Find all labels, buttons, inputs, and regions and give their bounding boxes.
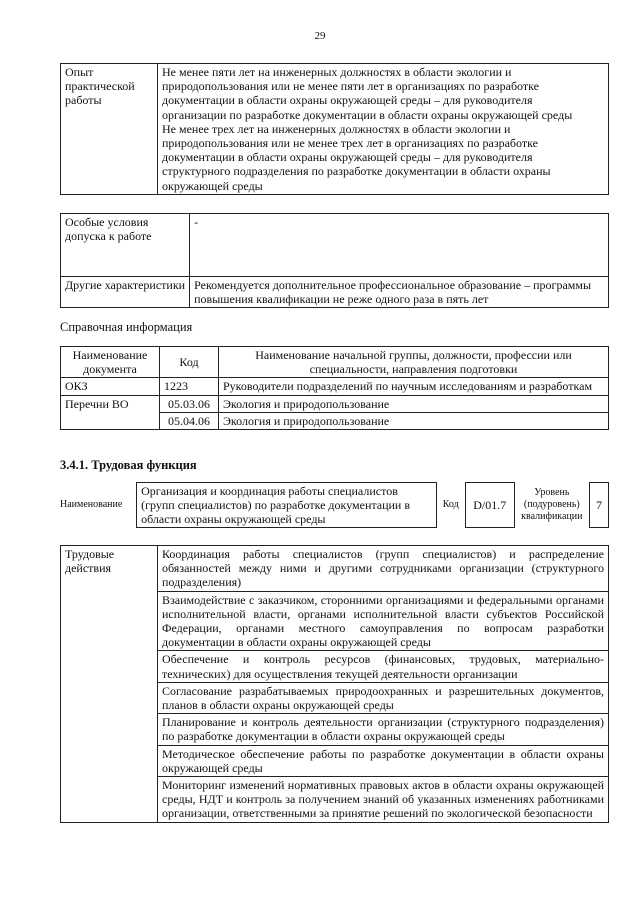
actions-label: Трудовые действия (61, 546, 158, 823)
other-characteristics-value: Рекомендуется дополнительное профессиональное образование – программы повышения квалификации не реже одного раза в пять лет (190, 277, 609, 308)
reference-table (60, 346, 609, 430)
ref-code-cell: 05.03.06 (160, 395, 219, 412)
experience-line: природопользования или не менее трех лет в организациях по разработке (162, 136, 538, 151)
actions-table (60, 545, 609, 823)
function-code-value: D/01.7 (465, 483, 514, 528)
table-row (61, 546, 609, 592)
page-number: 29 (314, 30, 326, 42)
ref-name-cell: Руководители подразделений по научным исследованиям и разработкам (219, 378, 609, 395)
function-name-label: Наименование (60, 499, 123, 510)
action-item: Обеспечение и контроль ресурсов (финансовых, трудовых, материально-технических) для осуществления текущей деятельности организации (158, 651, 609, 682)
function-heading: 3.4.1. Трудовая функция (60, 458, 197, 472)
experience-line: структурного подразделения по разработке документации в области охраны (162, 164, 551, 179)
ref-col-code: Код (160, 347, 219, 378)
experience-line: Не менее пяти лет на инженерных должностях в области экологии и (162, 65, 512, 79)
experience-line: Не менее трех лет на инженерных должностях в области экологии и (162, 121, 511, 136)
action-item: Взаимодействие с заказчиком, сторонними организациями и федеральными органами исполнительной власти, органами исполнительной власти субъектов Российской Федерации, органами местного самоуправления по вопросам разработки документации в области охраны окружающей среды (158, 591, 609, 651)
ref-col-doc: Наименование документа (61, 347, 160, 378)
reference-heading: Справочная информация (60, 320, 193, 334)
experience-line: природопользования или не менее пяти лет в организациях по разработке (162, 79, 539, 94)
conditions-table (60, 213, 609, 308)
function-name-value: Организация и координация работы специалистов (групп специалистов) по разработке документации в области охраны окружающей среды (137, 483, 437, 528)
ref-name-cell: Экология и природопользование (219, 412, 609, 429)
experience-line: окружающей среды (162, 178, 263, 193)
special-conditions-value: - (190, 214, 609, 277)
experience-line: документации в области охраны окружающей среды – для руководителя (162, 150, 533, 165)
ref-doc-cell: ОКЗ (61, 378, 160, 395)
table-row (61, 378, 609, 395)
experience-label: Опыт практической работы (61, 64, 158, 195)
function-code-label: Код (442, 499, 459, 510)
ref-doc-cell: Перечни ВО (61, 395, 160, 429)
function-header-table (60, 482, 609, 528)
action-item: Планирование и контроль деятельности организации (структурного подразделения) по разработке документации в области охраны окружающей среды (158, 714, 609, 745)
other-characteristics-label: Другие характеристики (61, 277, 190, 308)
action-item: Мониторинг изменений нормативных правовых актов в области охраны окружающей среды, НДТ и контроль за получением знаний об указанных изменениях работниками организации, ответственными за принятие решений по экологической безопасности (158, 777, 609, 823)
table-row (61, 395, 609, 412)
function-level-value: 7 (589, 483, 608, 528)
special-conditions-label: Особые условия допуска к работе (61, 214, 190, 277)
experience-line: организации по разработке документации в области охраны окружающей среды (162, 107, 573, 122)
action-item: Методическое обеспечение работы по разработке документации в области охраны окружающей среды (158, 745, 609, 776)
ref-col-name: Наименование начальной группы, должности, профессии или специальности, направления подготовки (219, 347, 609, 378)
ref-code-cell: 1223 (160, 378, 219, 395)
experience-line: документации в области охраны окружающей среды – для руководителя (162, 93, 533, 108)
action-item: Согласование разрабатываемых природоохранных и разрешительных документов, планов в области охраны окружающей среды (158, 682, 609, 713)
experience-table (60, 63, 609, 195)
experience-value (158, 64, 609, 195)
function-level-label: Уровень (подуровень) квалификации (521, 487, 583, 522)
action-item: Координация работы специалистов (групп специалистов) и распределение обязанностей между ними и другими сотрудниками организации (структурного подразделения) (158, 546, 609, 592)
ref-name-cell: Экология и природопользование (219, 395, 609, 412)
ref-code-cell: 05.04.06 (160, 412, 219, 429)
